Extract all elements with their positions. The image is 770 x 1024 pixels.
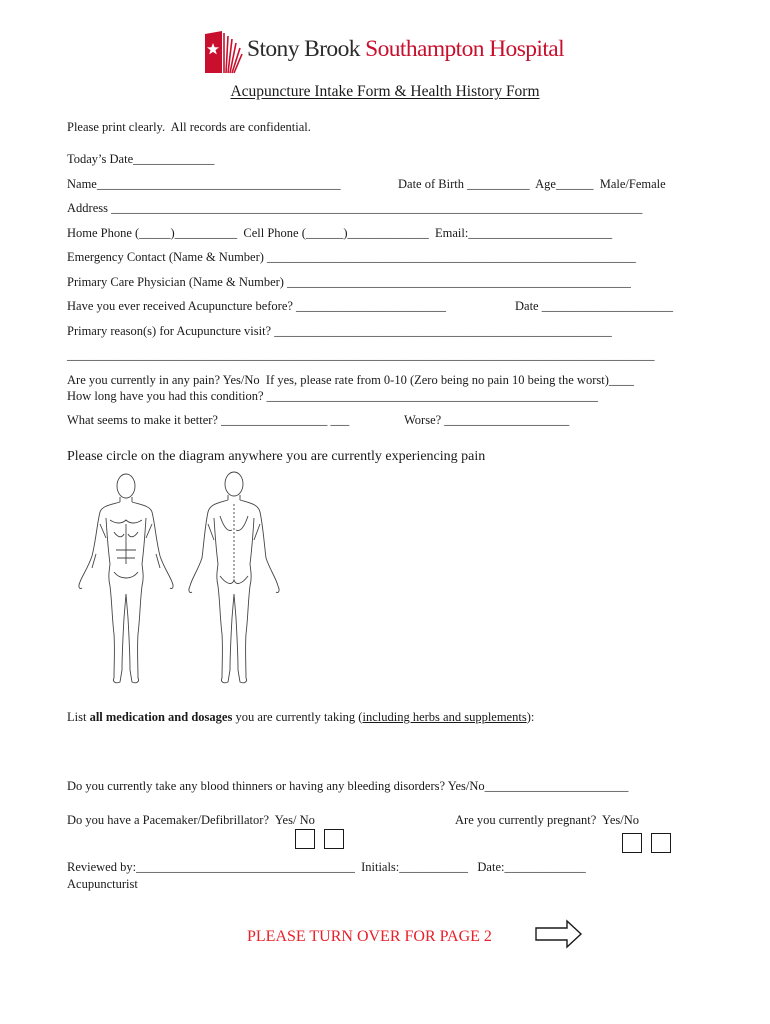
pregnant-question: Are you currently pregnant? Yes/No (455, 813, 639, 827)
acupuncture-date-field[interactable]: Date _____________________ (515, 299, 673, 313)
emergency-contact-field[interactable]: Emergency Contact (Name & Number) ___________________________________________________________ (67, 250, 636, 264)
pregnant-no-checkbox[interactable] (651, 833, 671, 853)
makes-better-field[interactable]: What seems to make it better? _________________ ___ (67, 413, 350, 427)
logo-text-southampton: Southampton Hospital (365, 36, 565, 62)
intro-text: Please print clearly. All records are confidential. (67, 120, 311, 134)
primary-reason-field[interactable]: Primary reason(s) for Acupuncture visit? ______________________________________________________ (67, 324, 612, 338)
body-back-figure (189, 472, 279, 683)
acupuncture-before-field[interactable]: Have you ever received Acupuncture before? ________________________ (67, 299, 447, 313)
diagram-instruction: Please circle on the diagram anywhere you are currently experiencing pain (67, 449, 486, 464)
makes-worse-field[interactable]: Worse? ____________________ (404, 413, 570, 427)
form-title: Acupuncture Intake Form & Health History Form (230, 83, 540, 100)
pacemaker-question: Do you have a Pacemaker/Defibrillator? Yes/ No (67, 813, 315, 827)
pacemaker-yes-checkbox[interactable] (295, 829, 315, 849)
body-front-figure (79, 474, 173, 683)
hospital-name (247, 36, 564, 63)
pregnant-yes-checkbox[interactable] (622, 833, 642, 853)
logo-text-stony-brook: Stony Brook (247, 36, 360, 62)
hospital-logo (203, 30, 573, 74)
todays-date-field[interactable]: Today’s Date_____________ (67, 152, 215, 166)
reviewed-by-field[interactable]: Reviewed by:___________________________________ Initials:___________ Date:_____________ (67, 860, 586, 874)
blood-thinners-field[interactable]: Do you currently take any blood thinners or having any bleeding disorders? Yes/No_______________________ (67, 779, 629, 793)
name-field[interactable]: Name_______________________________________ (67, 177, 341, 191)
pain-rating-field[interactable]: Are you currently in any pain? Yes/No If yes, please rate from 0-10 (Zero being no pain 10 being the worst)____ (67, 373, 634, 387)
phone-email-field[interactable]: Home Phone (_____)__________ Cell Phone (______)_____________ Email:_______________________ (67, 226, 613, 240)
acupuncturist-label: Acupuncturist (67, 877, 138, 891)
dob-age-sex-field[interactable]: Date of Birth __________ Age______ Male/Female (398, 177, 666, 191)
condition-duration-field[interactable]: How long have you had this condition? _____________________________________________________ (67, 389, 598, 403)
right-arrow-icon (535, 919, 583, 949)
primary-care-field[interactable]: Primary Care Physician (Name & Number) _______________________________________________________ (67, 275, 631, 289)
turn-over-notice: PLEASE TURN OVER FOR PAGE 2 (247, 928, 492, 945)
address-field[interactable]: Address _____________________________________________________________________________________ (67, 201, 643, 215)
hospital-logo-icon (203, 30, 243, 74)
primary-reason-line-2[interactable]: ______________________________________________________________________________________________ (67, 348, 655, 362)
pacemaker-no-checkbox[interactable] (324, 829, 344, 849)
medication-list-label: List all medication and dosages you are currently taking (including herbs and supplements): (67, 710, 535, 724)
body-diagram[interactable] (76, 468, 286, 690)
